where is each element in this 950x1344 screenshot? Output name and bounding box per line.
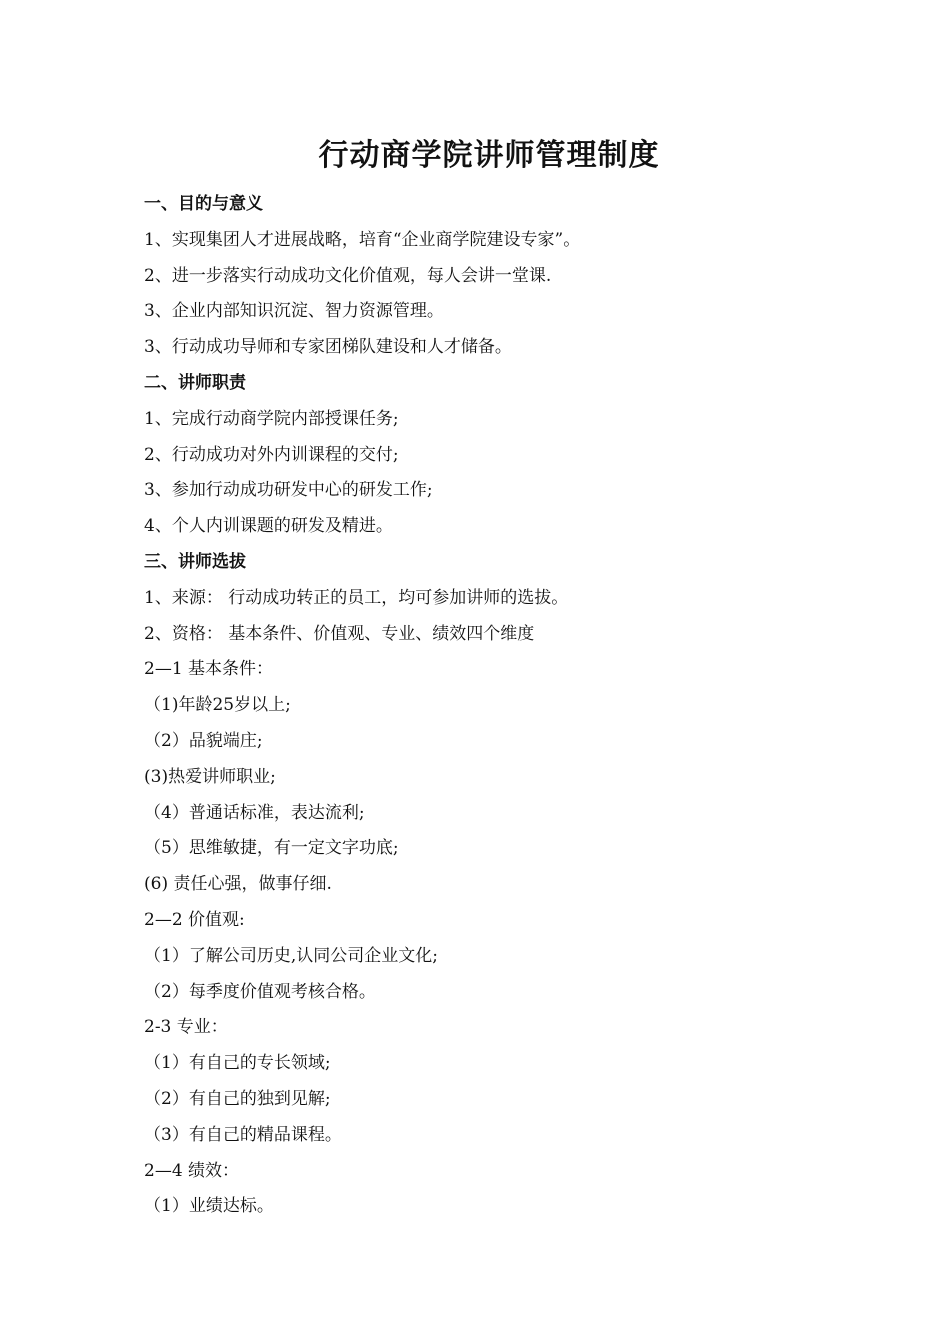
- body-line: 2—1 基本条件：: [144, 659, 274, 680]
- document-body: [144, 190, 844, 1228]
- body-line: 3、参加行动成功研发中心的研发工作;: [144, 480, 433, 501]
- body-line: （3）有自己的精品课程。: [144, 1124, 342, 1145]
- body-line: 1、完成行动商学院内部授课任务;: [144, 408, 399, 429]
- body-line: 2、行动成功对外内训课程的交付;: [144, 444, 399, 465]
- body-line: (3)热爱讲师职业;: [144, 766, 276, 787]
- body-line: (6) 责任心强，做事仔细.: [144, 874, 332, 895]
- body-line: 3、企业内部知识沉淀、智力资源管理。: [144, 301, 444, 322]
- body-line: 3、行动成功导师和专家团梯队建设和人才储备。: [144, 337, 512, 358]
- body-line: 2—4 绩效：: [144, 1160, 240, 1181]
- page-title: 行动商学院讲师管理制度: [318, 138, 660, 173]
- body-line: 1、来源： 行动成功转正的员工，均可参加讲师的选拔。: [144, 587, 569, 608]
- section-heading: 一、目的与意义: [144, 194, 263, 214]
- body-line: （1）了解公司历史,认同公司企业文化;: [144, 945, 438, 966]
- section-heading: 二、讲师职责: [144, 372, 246, 393]
- body-line: （2）品貌端庄;: [144, 730, 263, 751]
- body-line: （1）业绩达标。: [144, 1196, 274, 1217]
- body-line: （5）思维敏捷，有一定文字功底;: [144, 838, 399, 859]
- body-line: 2、资格： 基本条件、价值观、专业、绩效四个维度: [144, 623, 535, 644]
- body-line: 1、实现集团人才进展战略，培育“企业商学院建设专家”。: [144, 229, 581, 250]
- body-line: （4）普通话标准，表达流利;: [144, 802, 365, 823]
- body-line: （2）每季度价值观考核合格。: [144, 981, 376, 1002]
- body-line: 2、进一步落实行动成功文化价值观，每人会讲一堂课.: [144, 265, 552, 286]
- body-line: 2-3 专业：: [144, 1017, 228, 1038]
- section-heading: 三、讲师选拔: [144, 551, 246, 572]
- body-line: （1)年龄25岁以上;: [144, 695, 291, 716]
- body-line: 2—2 价值观:: [144, 909, 245, 930]
- body-line: （2）有自己的独到见解;: [144, 1088, 331, 1109]
- body-line: （1）有自己的专长领域;: [144, 1053, 331, 1074]
- body-line: 4、个人内训课题的研发及精进。: [144, 516, 393, 537]
